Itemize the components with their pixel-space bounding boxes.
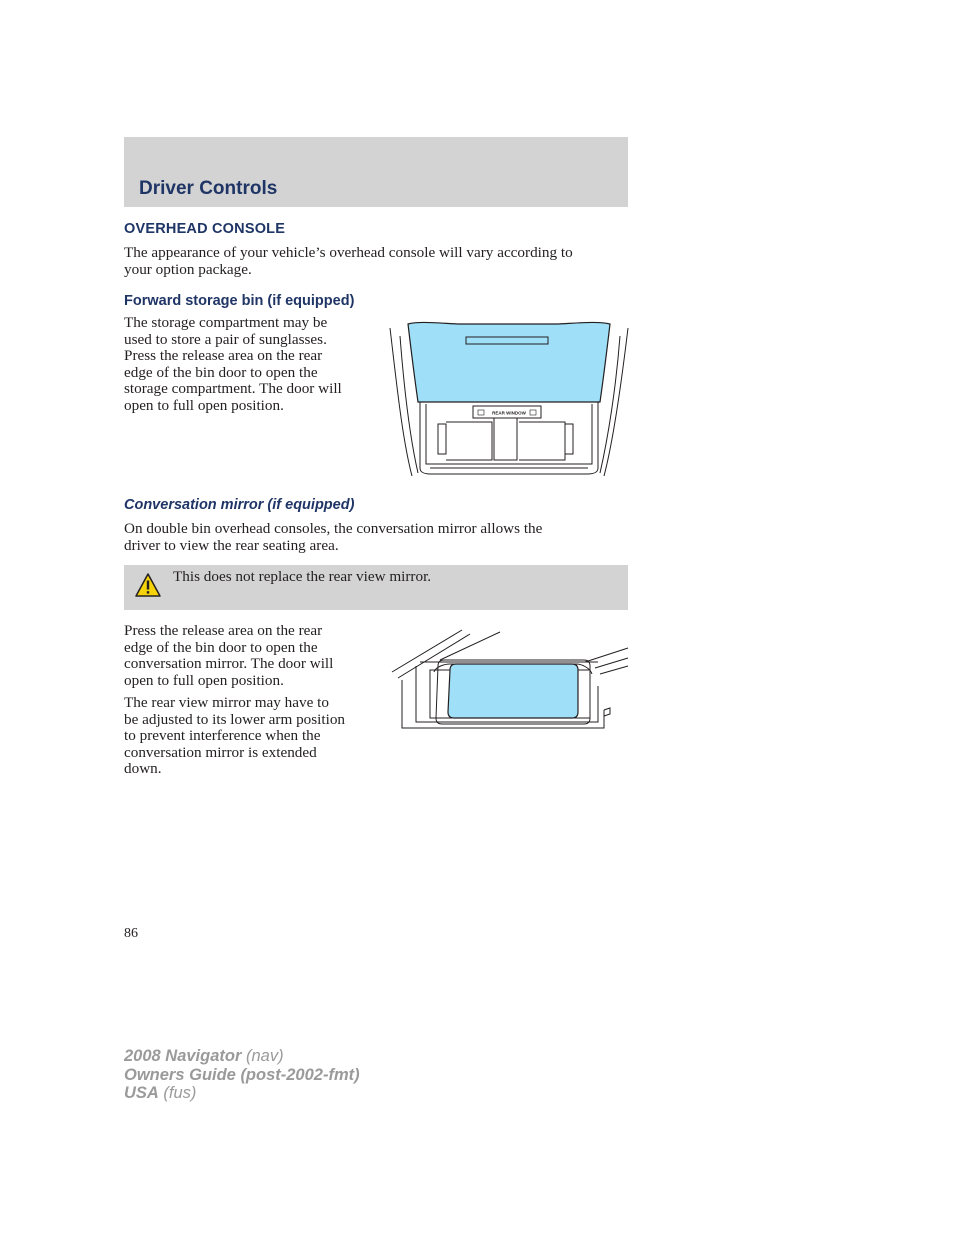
header-band	[124, 137, 628, 207]
mirror-para-1	[124, 623, 333, 689]
intro-line: your option package.	[124, 260, 252, 278]
footer-model: 2008 Navigator	[124, 1047, 242, 1065]
storage-bin-text	[124, 315, 342, 415]
page-number: 86	[124, 926, 138, 941]
defrost-icon	[530, 410, 536, 415]
defrost-icon	[478, 410, 484, 415]
text-line: Press the release area on the rear	[124, 347, 323, 365]
text-line: open to full open position.	[124, 671, 284, 689]
footer-region: USA	[124, 1084, 159, 1102]
footer-region-code: (fus)	[158, 1084, 197, 1102]
text-line: storage compartment. The door will	[124, 380, 342, 398]
footer	[124, 1047, 360, 1103]
bin-door-glass	[408, 322, 610, 402]
text-line: conversation mirror is extended	[124, 743, 317, 761]
text-line: used to store a pair of sunglasses.	[124, 330, 327, 348]
mirror-glass	[448, 664, 578, 718]
warning-text: This does not replace the rear view mirror.	[173, 568, 432, 585]
text-line: The storage compartment may be	[124, 314, 328, 331]
mirror-para-2	[124, 695, 345, 778]
intro-line: On double bin overhead consoles, the conversation mirror allows the	[124, 520, 543, 537]
text-line: Press the release area on the rear	[124, 622, 323, 639]
text-line: open to full open position.	[124, 396, 284, 414]
storage-bin-heading: Forward storage bin (if equipped)	[124, 293, 355, 309]
page-title: Driver Controls	[139, 178, 278, 199]
release-area	[466, 337, 548, 344]
text-line: to prevent interference when the	[124, 727, 321, 745]
text-line: edge of the bin door to open the	[124, 363, 318, 381]
section-intro	[124, 245, 573, 278]
overhead-console-figure	[388, 318, 630, 478]
mirror-intro	[124, 521, 542, 554]
text-line: edge of the bin door to open the	[124, 638, 318, 656]
text-line: The rear view mirror may have to	[124, 694, 329, 711]
intro-line: The appearance of your vehicle’s overhead console will vary according to	[124, 244, 573, 261]
warning-box	[124, 565, 628, 610]
text-line: be adjusted to its lower arm position	[124, 710, 346, 728]
rear-window-label: REAR WINDOW	[492, 410, 526, 416]
text-line: down.	[124, 760, 162, 778]
footer-guide: Owners Guide (post-2002-fmt)	[124, 1065, 360, 1084]
intro-line: driver to view the rear seating area.	[124, 536, 339, 554]
section-title: OVERHEAD CONSOLE	[124, 221, 286, 237]
conversation-mirror-figure	[390, 626, 630, 732]
footer-model-code: (nav)	[241, 1047, 284, 1065]
text-line: conversation mirror. The door will	[124, 655, 334, 673]
warning-icon	[134, 572, 162, 599]
mirror-heading: Conversation mirror (if equipped)	[124, 497, 355, 513]
